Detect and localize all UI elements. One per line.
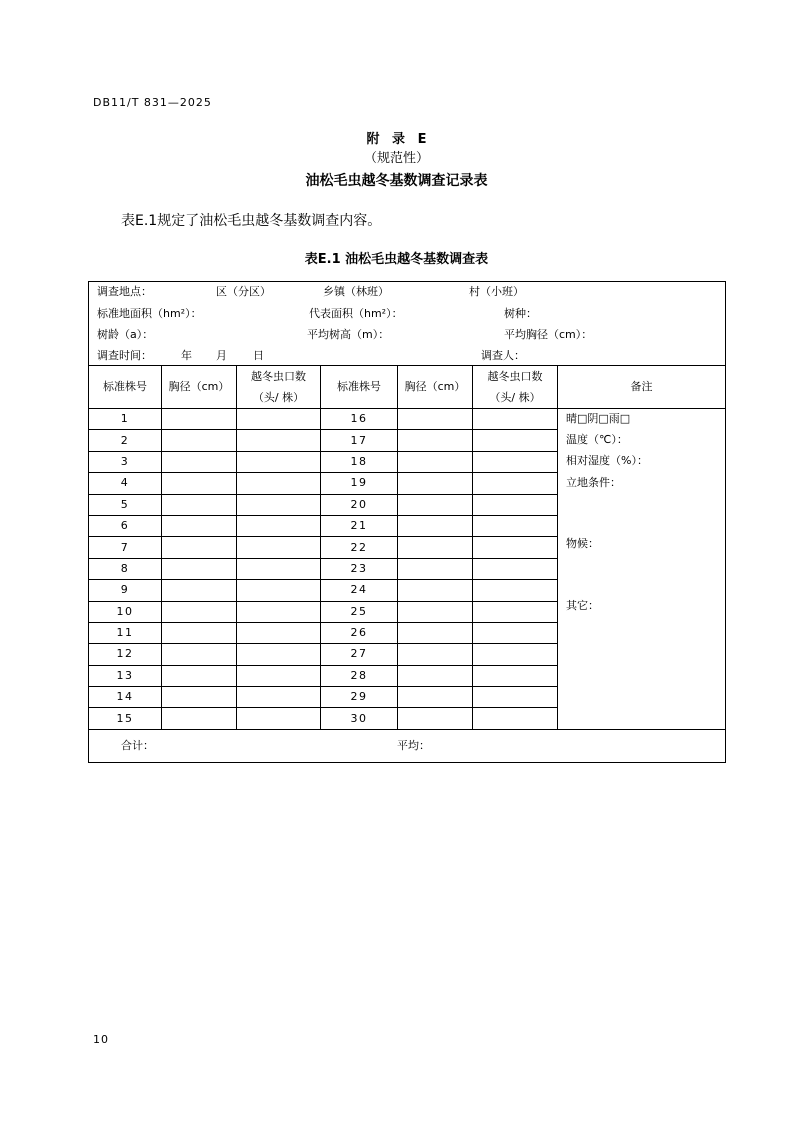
dbh-cell (162, 515, 237, 536)
tree-number-cell: 16 (321, 409, 398, 430)
township-label: 乡镇（林班） (323, 285, 389, 298)
overwintering-count-cell (237, 409, 321, 430)
tree-number-cell: 2 (89, 430, 162, 451)
survey-info-block (89, 282, 726, 366)
survey-time-label: 调查时间： (97, 349, 152, 362)
tree-number-cell: 21 (321, 515, 398, 536)
overwintering-count-cell (237, 451, 321, 472)
tree-number-cell: 5 (89, 494, 162, 515)
dbh-cell (398, 515, 473, 536)
column-header-overwintering-count (237, 366, 321, 409)
temperature-note: 温度（℃）： (566, 433, 628, 446)
dbh-cell (162, 451, 237, 472)
overwintering-count-cell (237, 601, 321, 622)
tree-number-cell: 6 (89, 515, 162, 536)
tree-number-cell: 8 (89, 558, 162, 579)
table-caption: 表E.1 油松毛虫越冬基数调查表 (304, 252, 489, 267)
tree-number-cell: 29 (321, 687, 398, 708)
tree-number-cell: 3 (89, 451, 162, 472)
weather-note: 晴□阴□雨□ (566, 412, 631, 425)
dbh-cell (398, 473, 473, 494)
dbh-cell (398, 687, 473, 708)
column-header-count-line2: （头/ 株） (252, 391, 305, 404)
dbh-cell (398, 580, 473, 601)
dbh-cell (162, 473, 237, 494)
overwintering-count-cell (237, 644, 321, 665)
total-label: 合计： (121, 738, 154, 752)
tree-age-label: 树龄（a）： (97, 328, 154, 341)
column-header-tree-number: 标准株号 (89, 366, 162, 409)
tree-number-cell: 28 (321, 665, 398, 686)
dbh-cell (162, 409, 237, 430)
column-header-dbh: 胸径（cm） (162, 366, 237, 409)
tree-number-cell: 10 (89, 601, 162, 622)
dbh-cell (398, 451, 473, 472)
tree-number-cell: 15 (89, 708, 162, 729)
overwintering-count-cell (473, 687, 558, 708)
tree-number-cell: 18 (321, 451, 398, 472)
overwintering-count-cell (473, 451, 558, 472)
overwintering-count-cell (473, 409, 558, 430)
dbh-cell (162, 558, 237, 579)
overwintering-count-cell (237, 494, 321, 515)
dbh-cell (398, 494, 473, 515)
average-label: 平均： (397, 738, 430, 752)
overwintering-count-cell (473, 473, 558, 494)
remarks-cell (558, 409, 726, 730)
tree-number-cell: 27 (321, 644, 398, 665)
tree-number-cell: 12 (89, 644, 162, 665)
dbh-cell (398, 537, 473, 558)
tree-number-cell: 1 (89, 409, 162, 430)
table-header-row (89, 366, 726, 409)
overwintering-count-cell (473, 515, 558, 536)
tree-number-cell: 9 (89, 580, 162, 601)
dbh-cell (162, 494, 237, 515)
overwintering-count-cell (473, 708, 558, 729)
dbh-cell (162, 537, 237, 558)
table-row (89, 409, 726, 430)
survey-info-row (89, 282, 726, 366)
overwintering-count-cell (237, 558, 321, 579)
day-label: 日 (253, 349, 264, 362)
tree-number-cell: 26 (321, 622, 398, 643)
humidity-note: 相对湿度（%）： (566, 454, 648, 467)
dbh-cell (398, 665, 473, 686)
dbh-cell (398, 409, 473, 430)
overwintering-count-cell (473, 537, 558, 558)
plot-area-label: 标准地面积（hm²）： (97, 307, 202, 320)
intro-paragraph: 表E.1规定了油松毛虫越冬基数调查内容。 (121, 213, 382, 229)
appendix-nature: （规范性） (363, 151, 429, 166)
phenology-note: 物候： (566, 537, 599, 550)
tree-number-cell: 14 (89, 687, 162, 708)
average-dbh-label: 平均胸径（cm）： (504, 328, 593, 341)
overwintering-count-cell (473, 601, 558, 622)
overwintering-count-cell (473, 665, 558, 686)
overwintering-count-cell (473, 558, 558, 579)
column-header-count-line2: （头/ 株） (489, 391, 541, 404)
appendix-label: 附 录 E (366, 132, 427, 147)
overwintering-count-cell (237, 687, 321, 708)
column-header-remarks: 备注 (558, 366, 726, 409)
dbh-cell (398, 622, 473, 643)
tree-number-cell: 23 (321, 558, 398, 579)
overwintering-count-cell (237, 537, 321, 558)
column-header-count-line1: 越冬虫口数 (487, 370, 543, 383)
dbh-cell (162, 430, 237, 451)
column-header-overwintering-count (473, 366, 558, 409)
document-code: DB11/T 831—2025 (93, 96, 212, 109)
overwintering-count-cell (237, 580, 321, 601)
overwintering-count-cell (473, 580, 558, 601)
month-label: 月 (216, 349, 227, 362)
dbh-cell (162, 580, 237, 601)
overwintering-count-cell (237, 430, 321, 451)
dbh-cell (162, 644, 237, 665)
average-height-label: 平均树高（m）： (307, 328, 390, 341)
location-label: 调查地点： (97, 285, 152, 298)
survey-record-table (88, 281, 726, 763)
overwintering-count-cell (237, 473, 321, 494)
tree-number-cell: 7 (89, 537, 162, 558)
tree-number-cell: 17 (321, 430, 398, 451)
dbh-cell (162, 687, 237, 708)
column-header-dbh: 胸径（cm） (398, 366, 473, 409)
represented-area-label: 代表面积（hm²）： (309, 307, 403, 320)
overwintering-count-cell (237, 708, 321, 729)
column-header-tree-number: 标准株号 (321, 366, 398, 409)
overwintering-count-cell (237, 515, 321, 536)
dbh-cell (162, 601, 237, 622)
year-label: 年 (181, 349, 192, 362)
tree-number-cell: 30 (321, 708, 398, 729)
dbh-cell (398, 644, 473, 665)
dbh-cell (162, 708, 237, 729)
tree-number-cell: 19 (321, 473, 398, 494)
other-note: 其它： (566, 599, 599, 612)
column-header-count-line1: 越冬虫口数 (251, 370, 306, 383)
dbh-cell (398, 558, 473, 579)
dbh-cell (398, 708, 473, 729)
overwintering-count-cell (473, 644, 558, 665)
tree-number-cell: 24 (321, 580, 398, 601)
tree-number-cell: 20 (321, 494, 398, 515)
table-footer-cell (89, 729, 726, 762)
tree-number-cell: 11 (89, 622, 162, 643)
tree-number-cell: 4 (89, 473, 162, 494)
site-conditions-note: 立地条件： (566, 476, 621, 489)
dbh-cell (398, 430, 473, 451)
table-footer-row (89, 729, 726, 762)
dbh-cell (162, 665, 237, 686)
village-label: 村（小班） (469, 285, 524, 298)
tree-number-cell: 22 (321, 537, 398, 558)
dbh-cell (162, 622, 237, 643)
page-number: 10 (93, 1033, 109, 1046)
overwintering-count-cell (473, 430, 558, 451)
overwintering-count-cell (237, 665, 321, 686)
overwintering-count-cell (473, 622, 558, 643)
overwintering-count-cell (237, 622, 321, 643)
species-label: 树种： (504, 307, 537, 320)
dbh-cell (398, 601, 473, 622)
tree-number-cell: 25 (321, 601, 398, 622)
appendix-title: 油松毛虫越冬基数调查记录表 (305, 173, 488, 189)
tree-number-cell: 13 (89, 665, 162, 686)
table-body (89, 409, 726, 730)
overwintering-count-cell (473, 494, 558, 515)
surveyor-label: 调查人： (481, 349, 525, 362)
district-label: 区（分区） (216, 285, 271, 298)
